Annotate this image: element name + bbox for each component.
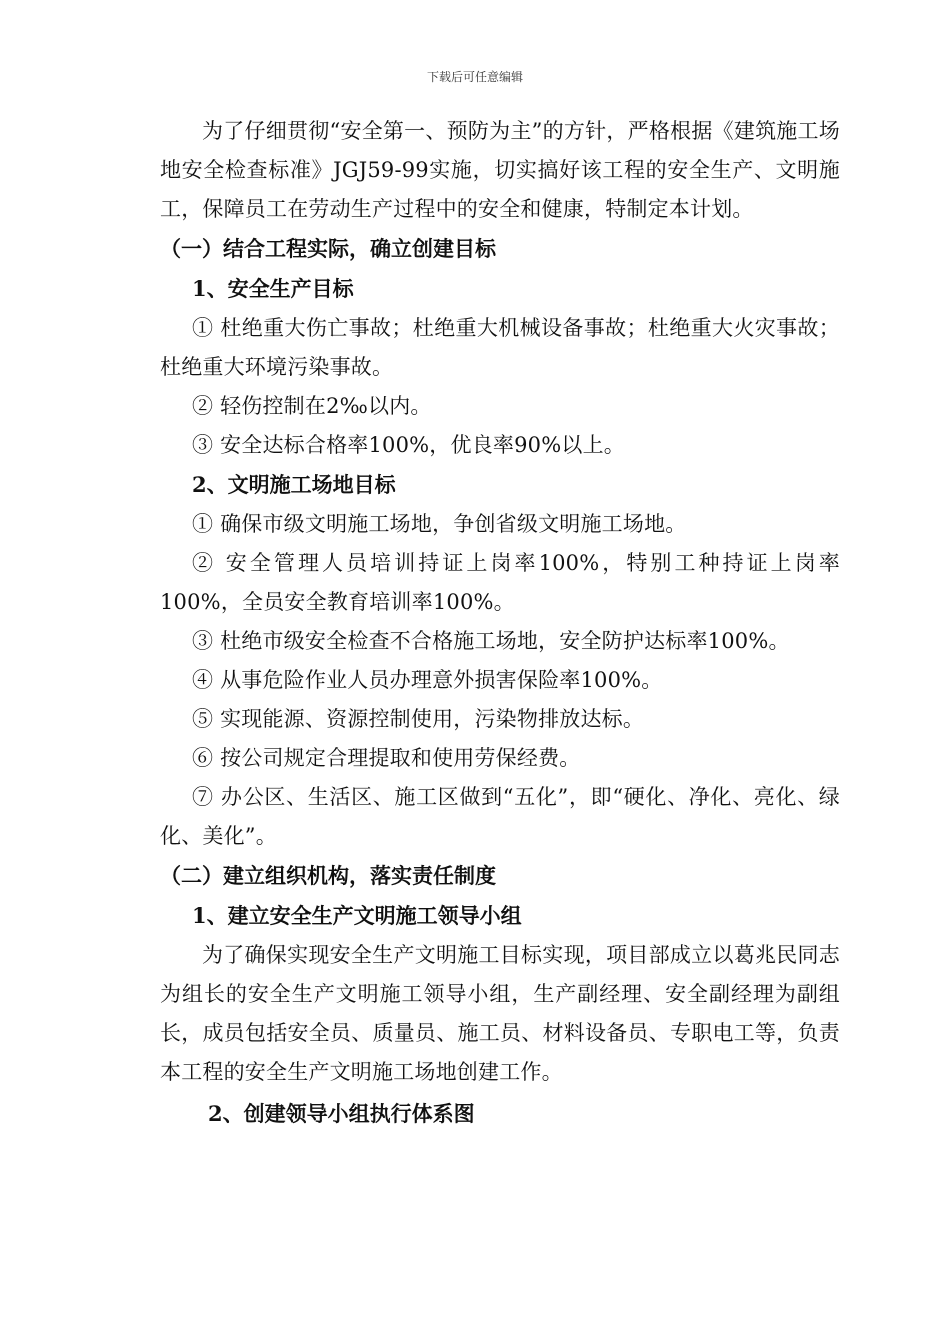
civil-site-item-4: ④ 从事危险作业人员办理意外损害保险率100%。 [192,668,663,692]
section-2-sub-2-heading: 2、创建领导小组执行体系图 [208,1101,475,1126]
header-note: 下载后可任意编辑 [426,70,523,84]
leadership-group-paragraph: 为了确保实现安全生产文明施工目标实现，项目部成立以葛兆民同志为组长的安全生产文明施工领导小组，生产副经理、安全副经理为副组长，成员包括安全员、质量员、施工员、材料设备员、专职电工等，负责本工程的安全生产文明施工场地创建工作。 [160,943,840,1084]
section-1-sub-2-heading: 2、文明施工场地目标 [192,472,396,497]
section-2-sub-1-heading: 1、建立安全生产文明施工领导小组 [192,903,522,928]
safety-goal-item-1: ① 杜绝重大伤亡事故；杜绝重大机械设备事故；杜绝重大火灾事故；杜绝重大环境污染事故。 [160,316,840,379]
civil-site-item-6: ⑥ 按公司规定合理提取和使用劳保经费。 [192,746,581,770]
section-1-heading: （一）结合工程实际，确立创建目标 [160,236,496,261]
civil-site-item-7: ⑦ 办公区、生活区、施工区做到“五化”，即“硬化、净化、亮化、绿化、美化”。 [160,785,840,848]
safety-goal-item-3: ③ 安全达标合格率100%，优良率90%以上。 [192,433,625,457]
section-2-heading: （二）建立组织机构，落实责任制度 [160,863,496,888]
civil-site-item-2: ② 安全管理人员培训持证上岗率100%，特别工种持证上岗率100%，全员安全教育培训率100%。 [160,551,840,614]
civil-site-item-5: ⑤ 实现能源、资源控制使用，污染物排放达标。 [192,707,645,731]
civil-site-item-1: ① 确保市级文明施工场地，争创省级文明施工场地。 [192,512,687,536]
civil-site-item-3: ③ 杜绝市级安全检查不合格施工场地，安全防护达标率100%。 [192,629,790,653]
section-1-sub-1-heading: 1、安全生产目标 [192,276,354,301]
safety-goal-item-2: ② 轻伤控制在2‰以内。 [192,394,432,418]
intro-paragraph: 为了仔细贯彻“安全第一、预防为主”的方针，严格根据《建筑施工场地安全检查标准》JGJ59-99实施，切实搞好该工程的安全生产、文明施工，保障员工在劳动生产过程中的安全和健康，特制定本计划。 [160,119,840,221]
document-body [160,112,840,1134]
